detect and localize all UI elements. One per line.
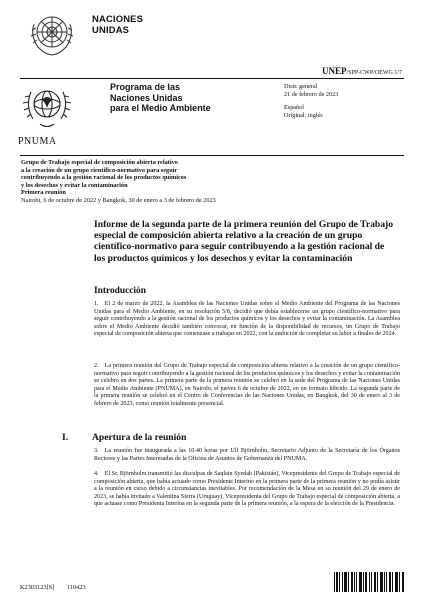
org-name-line1: NACIONES <box>92 13 144 24</box>
pnuma-emblem-icon <box>22 80 72 136</box>
header-rule-top <box>20 78 404 79</box>
meeting-line4: y los desechos y evitar la contaminación <box>21 181 128 189</box>
distribution-info <box>284 83 338 120</box>
program-line1: Programa de las <box>110 82 181 92</box>
org-name <box>92 13 143 35</box>
meeting-info <box>21 159 261 204</box>
section-title: Apertura de la reunión <box>92 432 187 443</box>
doc-number: K2303123[S] 110423 <box>20 584 86 591</box>
org-name-line2: UNIDAS <box>92 24 130 35</box>
document-symbol <box>322 66 402 76</box>
paragraph-3: 3. La reunión fue inaugurada a las 10.40 horas por Ulf Björnholm, Secretario Adjunto de la Secretaría de los Órganos Rectores y las Partes Interesadas de la Oficina de Asuntos de Gobernanza del PNUMA. <box>94 448 400 462</box>
intro-heading: Introducción <box>94 286 146 296</box>
program-line3: para el Medio Ambiente <box>110 103 211 113</box>
meeting-place-date: Nairobi, 6 de octubre de 2022 y Bangkok, 30 de enero a 3 de febrero de 2023 <box>21 196 216 204</box>
pnuma-logo-text: PNUMA <box>18 136 57 147</box>
program-name <box>110 82 211 114</box>
section-number: I. <box>62 432 69 443</box>
un-emblem-icon <box>28 10 76 58</box>
paragraph-2: 2. La primera reunión del Grupo de Trabajo especial de composición abierta relativo a la creación de un grupo científico-normativo para seguir contribuyendo a la gestión racional de los productos químicos y los desechos y evitar la contaminación se celebró en dos partes. La primera parte de la primera reunión se celebró en la sede del Programa de las Naciones Unidas para el Medio Ambiente (PNUMA), en Nairobi, el jueves 6 de octubre de 2022, en un formato híbrido. La segunda parte de la primera reunión se celebró en el Centro de Conferencias de las Naciones Unidas, en Bangkok, del 30 de enero al 3 de febrero de 2023, como reunión totalmente presencial. <box>94 363 400 407</box>
meeting-line1: Grupo de Trabajo especial de composición abierta relativo <box>21 159 178 166</box>
distr-line1: Distr. general <box>284 83 318 90</box>
paragraph-4: 4. El Sr. Björnholm transmitió las disculpas de Saqlain Syedah (Pakistán), Vicepresidente del Grupo de Trabajo especial de composición abierta, que había actuado como Presidente Interino en la primera parte de la primera reunión y no podía asistir a la reunión en curso debido a circunstancias inevitables. Por recomendación de la Mesa en su reunión del 29 de enero de 2023, se había invitado a Valentina Sierra (Uruguay), Vicepresidenta del Grupo de Trabajo especial de composición abierta, a que actuase como Presidenta Interina en la segunda parte de la primera reunión, a la espera de la elección de la Presidencia. <box>94 471 400 508</box>
meeting-line3: contribuyendo a la gestión racional de los productos químicos <box>21 174 187 181</box>
original-language: Original: inglés <box>284 111 323 119</box>
section-heading <box>62 432 186 443</box>
symbol-sub: /SPP-CWP/OEWG.1/7 <box>346 70 402 76</box>
header-rule-bottom <box>20 155 404 156</box>
language: Español <box>284 103 304 111</box>
meeting-line2: a la creación de un grupo científico-normativo para seguir <box>21 166 178 174</box>
meeting-session: Primera reunión <box>21 189 66 196</box>
report-title: Informe de la segunda parte de la primera reunión del Grupo de Trabajo especial de composición abierta relativo a la creación de un grupo científico-normativo para seguir contribuyendo a la gestión racional de los productos químicos y los desechos y evitar la contaminación <box>94 219 394 264</box>
program-line2: Naciones Unidas <box>110 92 183 103</box>
distr-date: 21 de febrero de 2023 <box>284 91 339 99</box>
barcode-icon <box>334 572 404 592</box>
paragraph-1: 1. El 2 de marzo de 2022, la Asamblea de las Naciones Unidas sobre el Medio Ambiente del Programa de las Naciones Unidas para el Medio Ambiente, en su resolución 5/8, decidió que debía establecerse un grupo científico-normativo para seguir contribuyendo a la gestión racional de los productos químicos y los desechos y evitar la contaminación. La Asamblea sobre el Medio Ambiente decidió también convocar, en función de la disponibilidad de recursos, un Grupo de Trabajo especial de composición abierta que comenzase a trabajar en 2022, con la ambición de completar su labor a finales de 2024. <box>94 301 400 338</box>
symbol-main: UNEP <box>321 66 347 76</box>
